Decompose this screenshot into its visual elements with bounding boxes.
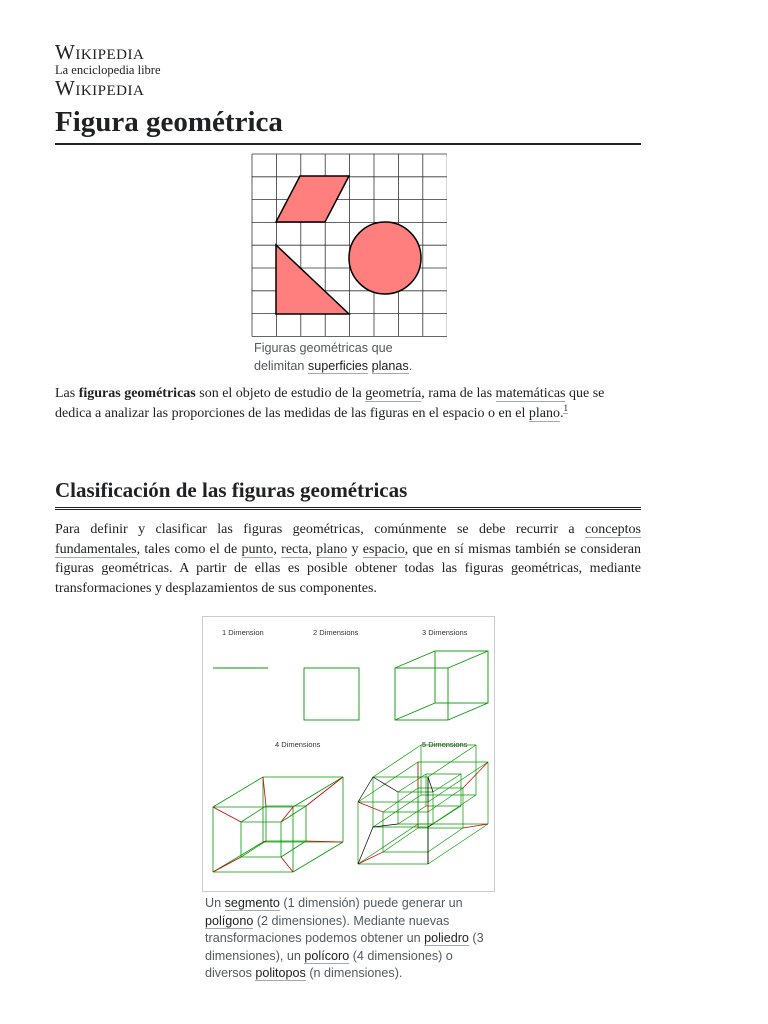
penteract-5d bbox=[358, 745, 488, 864]
intro-paragraph: Las figuras geométricas son el objeto de estudio de la geometría, rama de las matemáticas que se dedica a analizar las proporciones de las medidas de las figuras en el espacio o en el plano.$^1$ bbox=[55, 386, 605, 421]
section-heading: Clasificación de las figuras geométricas bbox=[55, 478, 641, 510]
figure-caption: Figuras geométricas que delimitan superficies planas. bbox=[254, 341, 413, 373]
circle-shape bbox=[349, 222, 421, 294]
link-plano-2[interactable]: plano bbox=[316, 541, 348, 557]
figure-dimensions bbox=[202, 616, 495, 983]
figure-caption-2: Un segmento (1 dimensión) puede generar un polígono (2 dimensiones). Mediante nuevas transformaciones podemos obtener un poliedro (3 dimensiones), un polícoro (4 dimensiones) o diversos politopos (n dimensiones). bbox=[205, 896, 484, 980]
link-recta[interactable]: recta bbox=[281, 541, 309, 557]
dimensions-drawing bbox=[203, 617, 494, 891]
reference-1[interactable]: 1 bbox=[563, 402, 568, 413]
link-poligono[interactable]: polígono bbox=[205, 913, 254, 928]
tesseract-4d bbox=[213, 777, 343, 872]
link-planas[interactable]: planas bbox=[371, 359, 409, 373]
wikipedia-logo[interactable] bbox=[55, 42, 161, 99]
link-plano[interactable]: plano bbox=[528, 405, 560, 421]
wordmark-bottom: Wikipedia bbox=[55, 75, 145, 100]
link-conceptos[interactable]: conceptos fundamentales bbox=[55, 522, 641, 557]
square-2d bbox=[304, 668, 359, 720]
link-politopos[interactable]: politopos bbox=[255, 966, 306, 980]
label-1d: 1 Dimension bbox=[222, 628, 264, 637]
link-geometria[interactable]: geometría bbox=[365, 386, 422, 401]
link-superficies[interactable]: superficies bbox=[307, 359, 369, 373]
link-poliedro[interactable]: poliedro bbox=[424, 931, 469, 945]
section-paragraph: Para definir y clasificar las figuras geométricas, comúnmente se debe recurrir a conceptos fundamentales, tales como el de punto, recta, plano y espacio, que en sí mismas también se consideran figuras geométricas. A partir de ellas es posible obtener todas las figuras geométricas, mediante transformaciones y desplazamientos de sus componentes. bbox=[55, 522, 642, 596]
link-matematicas[interactable]: matemáticas bbox=[495, 386, 566, 401]
cube-3d bbox=[395, 651, 488, 720]
tagline: La enciclopedia libre bbox=[55, 63, 161, 77]
figure-geometric-shapes bbox=[251, 153, 447, 375]
label-4d: 4 Dimensions bbox=[275, 740, 321, 749]
bold-term: figuras geométricas bbox=[78, 386, 196, 401]
parallelogram-shape bbox=[276, 176, 349, 222]
link-espacio[interactable]: espacio bbox=[362, 541, 405, 557]
triangle-shape bbox=[276, 245, 349, 314]
shapes-grid-image[interactable] bbox=[251, 153, 447, 337]
link-segmento[interactable]: segmento bbox=[224, 896, 280, 910]
link-policoro[interactable]: polícoro bbox=[304, 948, 350, 963]
page-title: Figura geométrica bbox=[55, 106, 641, 145]
link-punto[interactable]: punto bbox=[241, 541, 274, 557]
dimensions-image[interactable] bbox=[202, 616, 495, 892]
label-3d: 3 Dimensions bbox=[422, 628, 468, 637]
wordmark-top: Wikipedia bbox=[55, 40, 145, 64]
label-5d: 5 Dimensions bbox=[422, 740, 468, 749]
label-2d: 2 Dimensions bbox=[313, 628, 359, 637]
